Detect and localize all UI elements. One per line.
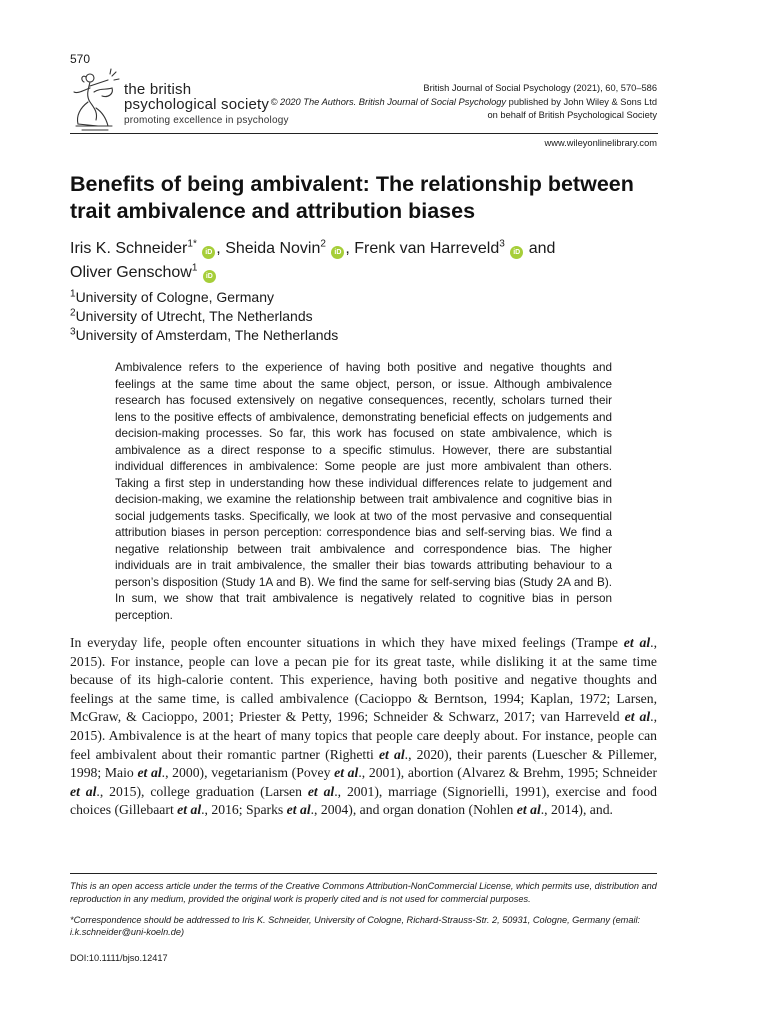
doi[interactable]: DOI:10.1111/bjso.12417 — [70, 953, 168, 963]
psyche-figure-icon — [68, 68, 122, 134]
correspondence-note: *Correspondence should be addressed to Iris K. Schneider, University of Cologne, Richard-Strauss-Str. 2, 50931, Cologne, Germany (email: i.k.schneider@uni-koeln.de) — [70, 914, 641, 938]
logo-tagline: promoting excellence in psychology — [124, 115, 289, 126]
affiliation-list — [70, 288, 670, 345]
article-title: Benefits of being ambivalent: The relationship between trait ambivalence and attribution biases — [70, 172, 634, 223]
footnote-divider — [70, 873, 657, 874]
journal-citation: British Journal of Social Psychology (2021), 60, 570–586 — [423, 83, 657, 93]
orcid-icon[interactable]: iD — [510, 246, 523, 259]
affiliation: $^2$University of Utrecht, The Netherlands — [70, 307, 313, 324]
logo-line-2: psychological society — [124, 96, 270, 113]
page-number: 570 — [70, 52, 91, 66]
header-divider — [70, 133, 658, 134]
journal-copyright: © 2020 The Authors. British Journal of Social Psychology published by John Wiley & Sons Ltd — [270, 96, 657, 107]
affiliation: $^1$University of Cologne, Germany — [70, 288, 274, 305]
author-name: Iris K. Schneider — [70, 240, 188, 257]
author-conjunction: and — [528, 240, 556, 257]
journal-copyright-line3: on behalf of British Psychological Society — [487, 110, 657, 120]
abstract: Ambivalence refers to the experience of having both positive and negative thoughts and feelings at the same time about the same object, person, or issue. Although ambivalence research has focused extensively on negative consequences, recently, scholars turned their lens to the positive effects of ambivalence, demonstrating beneficial effects on judgements and decision-making processes. So far, this work has focused on state ambivalence, which is ambivalence as a direct response to a specific stimulus. However, there are substantial individual differences in ambivalence: Some people are just more ambivalent than others. Taking a first step in understanding how these individual differences relate to judgement and decision-making, we examine the relationship between trait ambivalence and cognitive bias in social judgements tasks. Specifically, we look at two of the most pervasive and consequential attribution biases in person perception: correspondence bias and self-serving bias. We find a negative relationship between trait ambivalence and correspondence bias. The higher individuals are in trait ambivalence, the smaller their bias towards attributing behaviour to a person’s disposition (Study 1A and B). We find the same for self-serving bias (Study 2A and B). In sum, we show that trait ambivalence is negatively related to cognitive bias in person perception. — [115, 361, 612, 622]
footnotes — [70, 880, 660, 947]
orcid-icon[interactable]: iD — [202, 246, 215, 259]
body-paragraph: In everyday life, people often encounter situations in which they have mixed feelings (Trampe et al., 2015). For instance, people can love a pecan pie for its great taste, while disliking it at the same time because of its high-calorie content. This experience, having both positive and negative thoughts and feelings at the same time, is called ambivalence (Cacioppo & Berntson, 1994; Kaplan, 1972; Larsen, McGraw, & Cacioppo, 2001; Priester & Petty, 1996; Schneider & Schwarz, 2017; van Harreveld et al., 2015). Ambivalence is at the heart of many topics that people care deeply about. For instance, people can feel ambivalent about their romantic partner (Righetti et al., 2020), their parents (Luescher & Pillemer, 1998; Maio et al., 2000), vegetarianism (Povey et al., 2001), abortion (Alvarez & Brehm, 1995; Schneider et al., 2015), college graduation (Larsen et al., 2001), marriage (Signorielli, 1991), exercise and food choices (Gillebaart et al., 2016; Sparks et al., 2004), and organ donation (Nohlen et al., 2014), and. — [70, 635, 658, 818]
affiliation: $^3$University of Amsterdam, The Netherlands — [70, 326, 339, 343]
license-note: This is an open access article under the terms of the Creative Commons Attribution-NonCommercial License, which permits use, distribution and reproduction in any medium, provided the original work is properly cited and is not used for commercial purposes. — [70, 881, 657, 904]
author-list: Iris K. Schneider$^{1*}$ iD , Sheida Novin$^2$ iD , Frenk van Harreveld$^3$ iD and Oliver Genschow$^1$ iD — [70, 238, 556, 281]
author-name: Sheida Novin — [225, 240, 321, 257]
orcid-icon[interactable]: iD — [203, 270, 216, 283]
logo-line-1: the british — [124, 81, 192, 98]
orcid-icon[interactable]: iD — [331, 246, 344, 259]
journal-info — [257, 82, 657, 123]
author-name: Frenk van Harreveld — [354, 240, 500, 257]
author-name: Oliver Genschow — [70, 264, 192, 281]
journal-website-link[interactable]: www.wileyonlinelibrary.com — [544, 138, 657, 148]
